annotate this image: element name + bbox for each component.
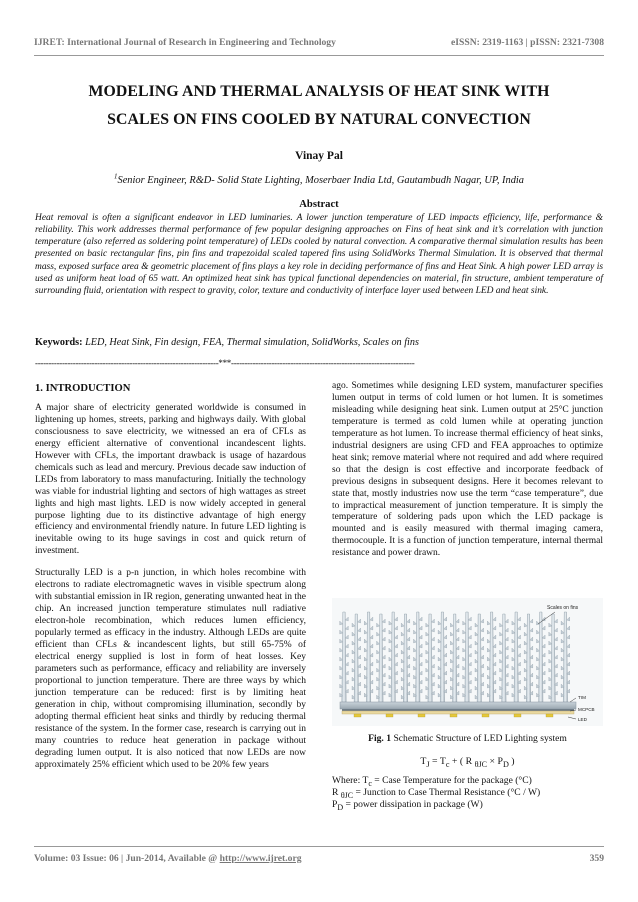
def-pd-sub: D [337,803,344,813]
heat-sink-base [340,702,576,709]
equation-definitions [332,775,603,812]
eq-r: + ( R [449,756,475,767]
fin [465,612,469,702]
right-column [332,381,603,570]
title-line-1: MODELING AND THERMAL ANALYSIS OF HEAT SINK WITH [88,83,550,100]
led-chip [514,714,521,717]
affiliation-text: Senior Engineer, R&D- Solid State Lighting, Moserbaer India Ltd, Gautambudh Nagar, UP, India [117,175,524,186]
intro-paragraph-1: A major share of electricity generated worldwide is consumed in lightening up homes, streets, parking and highways daily. With global consciousness to save electricity, we witnessed an era of CFLs as energy efficient alternative of conventional incandescent lights. However with CFLs, the important drawback is usage of hazardous chemicals such as lead and mercury. Previous decade saw induction of LEDs from laboratory to mass manufacturing. Initially the technology was viable for industrial lighting and sectors of high wattages as street lights and high mast lights. LED is now widely accepted in general purpose lighting due to its distinctive advantage of high energy efficiency and environmental friendly nature. In future LED lighting is inevitable owing to its huge savings in cost and quick return of investment. [35,402,306,557]
eq-pd: × P [487,756,503,767]
def-tc-sub: c [368,778,372,788]
led-chip [450,714,457,717]
footer-rule [34,846,604,847]
left-column [35,383,306,782]
eq-tj-sub: J [426,759,430,769]
label-mcpcb: MCPCB [578,707,595,712]
affiliation-marker: 1 [114,172,118,181]
led-chip [482,714,489,717]
def-pd-b: = power dissipation in package (W) [343,799,483,811]
label-led: LED [578,717,587,722]
eq-tj: T [420,756,427,767]
fin [391,612,395,702]
def-tc [332,775,603,787]
keywords [35,337,603,348]
running-header [34,37,604,48]
eq-close: ) [508,756,515,767]
fin [440,612,444,702]
issn: eISSN: 2319-1163 | pISSN: 2321-7308 [451,37,604,48]
intro-paragraph-3: ago. Sometimes while designing LED system, manufacturer specifies lumen output in terms of cold lumen or hot lumen. It is sometimes misleading while designing heat sink. Lumen output at 25°C junction temperature is termed as cold lumen while at operating junction temperature as hot lumen. To increase thermal efficiency of heat sinks, industrial designers are using CFD and FEA approaches to optimize heat sink; remove material where not required and add where required so that the design is cost effective and incorporate feedback of previous designs in subsequent designs. Here it becomes relevant to state that, mostly industries now use the term “case temperature”, due to impractical measurement of junction temperature. It is simply the temperature of soldering pads upon which the LED package is mounted and is easily measured with thermal imaging camera, thermocouple. It is a function of junction temperature, internal thermal resistance and power drawn. [332,381,603,559]
keywords-list: LED, Heat Sink, Fin design, FEA, Thermal simulation, SolidWorks, Scales on fins [85,337,419,348]
fin [563,612,567,702]
fin [489,612,493,702]
paper-title [34,78,604,134]
def-r-sub: θJC [340,791,354,801]
fin [342,612,346,702]
affiliation [34,172,604,186]
journal-url-link[interactable]: http://www.ijret.org [219,853,302,864]
figure-caption [332,733,603,744]
mcpcb-layer [342,711,574,714]
abstract-heading: Abstract [299,199,339,210]
title-line-2: SCALES ON FINS COOLED BY NATURAL CONVECTION [107,111,531,128]
journal-name: IJRET: International Journal of Research in Engineering and Technology [34,37,336,48]
footer-volume [34,853,302,864]
figure-heat-sink-schematic [332,598,603,726]
fin [514,612,518,702]
heat-sink-diagram [332,598,603,726]
eq-tc-sub: c [445,759,450,769]
section-heading-introduction: 1. INTRODUCTION [35,383,131,394]
fin [539,612,543,702]
intro-paragraph-2: Structurally LED is a p-n junction, in which holes recombine with electrons to radiate electromagnetic waves in visible spectrum along with substantial emission in IR region, generating unwanted heat in the chip. An increased junction temperature stimulates null radiative electron-hole recombination, which reduces lumen efficiency, popularly termed as efficacy in the industry. Although LEDs are quite efficient than CFLs & incandescent lights, but still 65-75% of electrical energy supplied is lost in form of heat losses. Key parameters such as performance, efficacy and reliability are inversely proportional to junction temperature. There are three ways by which junction temperature can be reduced: first is by limiting heat generation in chip, without compromising illumination, secondly by adopting thermal efficient heat sinks and thirdly by reducing thermal resistance of the system. In the former case, research is carrying out in many countries to reduce heat generation in package without degrading lumen output. It is also noticed that now LEDs are now approximately 25% efficient which used to be 20% few years [35,568,306,770]
fin [416,612,420,702]
footer-volume-text: Volume: 03 Issue: 06 | Jun-2014, Available @ [34,853,220,864]
figure-caption-text: Schematic Structure of LED Lighting system [393,733,567,744]
def-r-a: R [332,787,341,799]
eq-r-sub: θJC [474,759,488,769]
def-tc-b: = Case Temperature for the package (°C) [371,775,532,786]
led-chip [546,714,553,717]
equation-junction-temperature [332,756,603,767]
author-name: Vinay Pal [295,150,343,162]
def-pd-a: P [332,799,338,811]
led-chip [418,714,425,717]
header-rule [34,55,604,56]
def-r [332,787,603,799]
figure-number: Fig. 1 [368,733,392,744]
led-chip [354,714,361,717]
label-tim: TIM [578,695,586,700]
page-number: 359 [589,853,604,864]
section-separator: --------------------------------------------------------------------***-------------------------------------------------------------------- [35,358,415,368]
tim-layer [342,709,574,711]
def-tc-a: Where: T [332,775,369,786]
led-chip [386,714,393,717]
abstract-text: Heat removal is often a significant endeavor in LED luminaries. A lower junction temperature of LED impacts efficiency, life, performance & reliability. This work addresses thermal performance of few popular designing approaches on Fins of heat sink and it’s correlation with junction temperature (also referred as soldering point temperature) of LEDs cooled by natural convection. A comparative thermal simulation results has been presented on basic rectangular fins, pin fins and trapezoidal scaled tapered fins using SolidWorks Thermal Simulation. It is observed that thermal mass, exposed surface area & geometric placement of fins plays a key role in deciding performance of fins and Heat Sink. A high power LED array is used as uniform heat load of 65 watt. An optimized heat sink has typical functional dependencies on material, fin structure, ambient temperature of surrounding fluid, orientation with respect to gravity, color, texture and conductivity of interface layer used between LED and heat sink. [35,213,603,296]
eq-tc: = T [429,756,446,767]
def-r-b: = Junction to Case Thermal Resistance (°C / W) [353,787,541,799]
def-pd [332,799,603,811]
keywords-label: Keywords: [35,337,83,348]
label-scales-on-fins: Scales on fins [547,605,579,611]
fin [366,612,370,702]
eq-pd-sub: D [502,759,509,769]
running-footer [34,853,604,864]
